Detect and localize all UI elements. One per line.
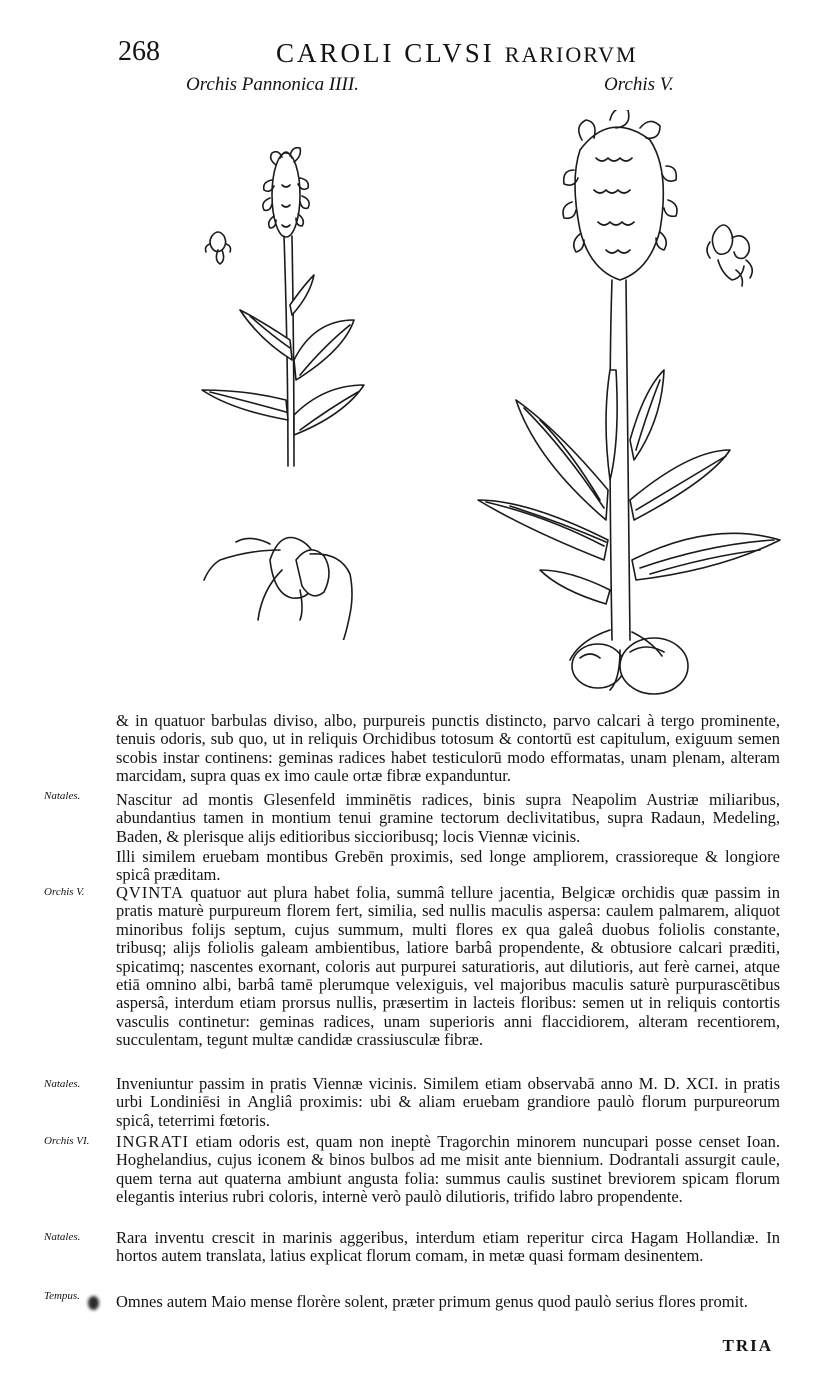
paragraph-natales-3 [116,1229,780,1266]
running-title-work: RARIORVM [504,42,638,67]
flower-spike-left [263,148,309,237]
ink-blot [88,1296,99,1310]
figure-caption-orchis-v: Orchis V. [604,74,674,95]
paragraph-quinta [116,884,780,1050]
margin-note-natales: Natales. [44,790,81,802]
orchis-pannonica-illustration [190,140,370,640]
paragraph-tempus [116,1293,780,1311]
bulbs-right [570,630,688,694]
paragraph-text: quatuor aut plura habet folia, summâ tellure jacentia, Belgicæ orchidis quæ passim in pratis maturè purpureum florem fert, similia, sed nullis maculis aspersa: caulem palmarem, aliquot minoribus folijs septum, cujus summum, multi flores ex qua galeâ duobus foliolis constante, tribusq; alijs foliolis galeam ambientibus, latiore barbâ propendente, & obtusiore calcari præditi, spicatimq; nascentes exornant, coloris aut purpurei saturatioris, aut dilutioris, aut ferè carnei, atque etiā omnino albi, barbâ tamē plerumque velexiguis, vel majoribus maculis saturè purpurascētibus aspersâ, interdum etiam prorsus nullis, præsertim in lacteis floribus: semen ut in reliquis contortis vasculis continetur: geminas radices, unam superioris anni flaccidiorem, alteram recentiorem, succulentam, tegunt multæ candidæ crassiusculæ fibræ. [116,883,780,1050]
paragraph-text: Omnes autem Maio mense florère solent, præter primum genus quod paulò serius flores promit. [116,1292,748,1311]
paragraph-text: Inveniuntur passim in pratis Viennæ vicinis. Similem etiam observabā anno M. D. XCI. in pratis urbi Londiniēsi in Angliâ proximis: ubi & aliam eruebam grandiore paulò florum purpureorum spicâ, teterrimi fœtoris. [116,1074,780,1130]
roots-left [204,538,352,641]
paragraph-text: Nascitur ad montis Glesenfeld imminētis radices, binis supra Neapolim Austriæ miliaribus, abundantius tamen in montium tenui gramine tectorum declivitatibus, supra Radaun, Medeling, Baden, & plerisque alijs editioribus siccioribusq; locis Viennæ vicinis. [116,790,780,846]
margin-note-orchis-vi: Orchis VI. [44,1135,90,1147]
lead-word: INGRATI [116,1132,189,1151]
margin-note-natales: Natales. [44,1078,81,1090]
margin-note-natales: Natales. [44,1231,81,1243]
detached-flower-left [206,232,231,264]
paragraph-text: Rara inventu crescit in marinis aggeribus, interdum etiam reperitur circa Hagam Hollandiæ. In hortos autem translata, latius explicat florum comam, in metæ quasi formam desinentem. [116,1228,780,1266]
paragraph-orchis-vi [116,1133,780,1207]
detached-flowers-right [707,225,752,286]
paragraph-natales-1 [116,791,780,846]
running-title [276,38,638,69]
orchis-v-illustration [470,110,800,700]
lead-word: QVINTA [116,883,184,902]
catchword: TRIA [722,1336,773,1355]
paragraph-text: Illi similem eruebam montibus Grebēn proximis, sed longe ampliorem, crassioreque & longiore spicâ præditam. [116,847,780,885]
page-number: 268 [118,36,160,67]
paragraph-text: & in quatuor barbulas diviso, albo, purpureis punctis distincto, parvo calcari à tergo prominente, tenuis odoris, sub quo, ut in reliquis Orchidibus totosum & contortū est capitulum, exiguum semen scobis instar continens: geminas radices habet testiculorū modo efformatas, unam plenam, alteram marcidam, supra quas ex imo caule ortæ fibræ expanduntur. [116,711,780,786]
paragraph-text: etiam odoris est, quam non ineptè Tragorchin minorem nuncupari posse censet Ioan. Hoghelandius, cujus iconem & binos bulbos ad me misit ante biennium. Dodrantali assurgit caule, quem terna aut quaterna ambiunt angusta folia: summus caulis sustinet breviorem spicam florum elegantis interius rubri coloris, internè verò paulò dilutioris, trifido labro propendente. [116,1132,780,1207]
running-head [118,34,775,74]
paragraph-intro [116,712,780,786]
figure-caption-orchis-iiii: Orchis Pannonica IIII. [186,74,359,95]
flower-spike-right [563,110,677,280]
running-title-author: CAROLI CLVSI [276,38,495,68]
margin-note-tempus: Tempus. [44,1290,80,1302]
paragraph-illi [116,848,780,885]
leaves-left [202,275,364,435]
paragraph-natales-2 [116,1075,780,1130]
margin-note-orchis-v: Orchis V. [44,886,85,898]
